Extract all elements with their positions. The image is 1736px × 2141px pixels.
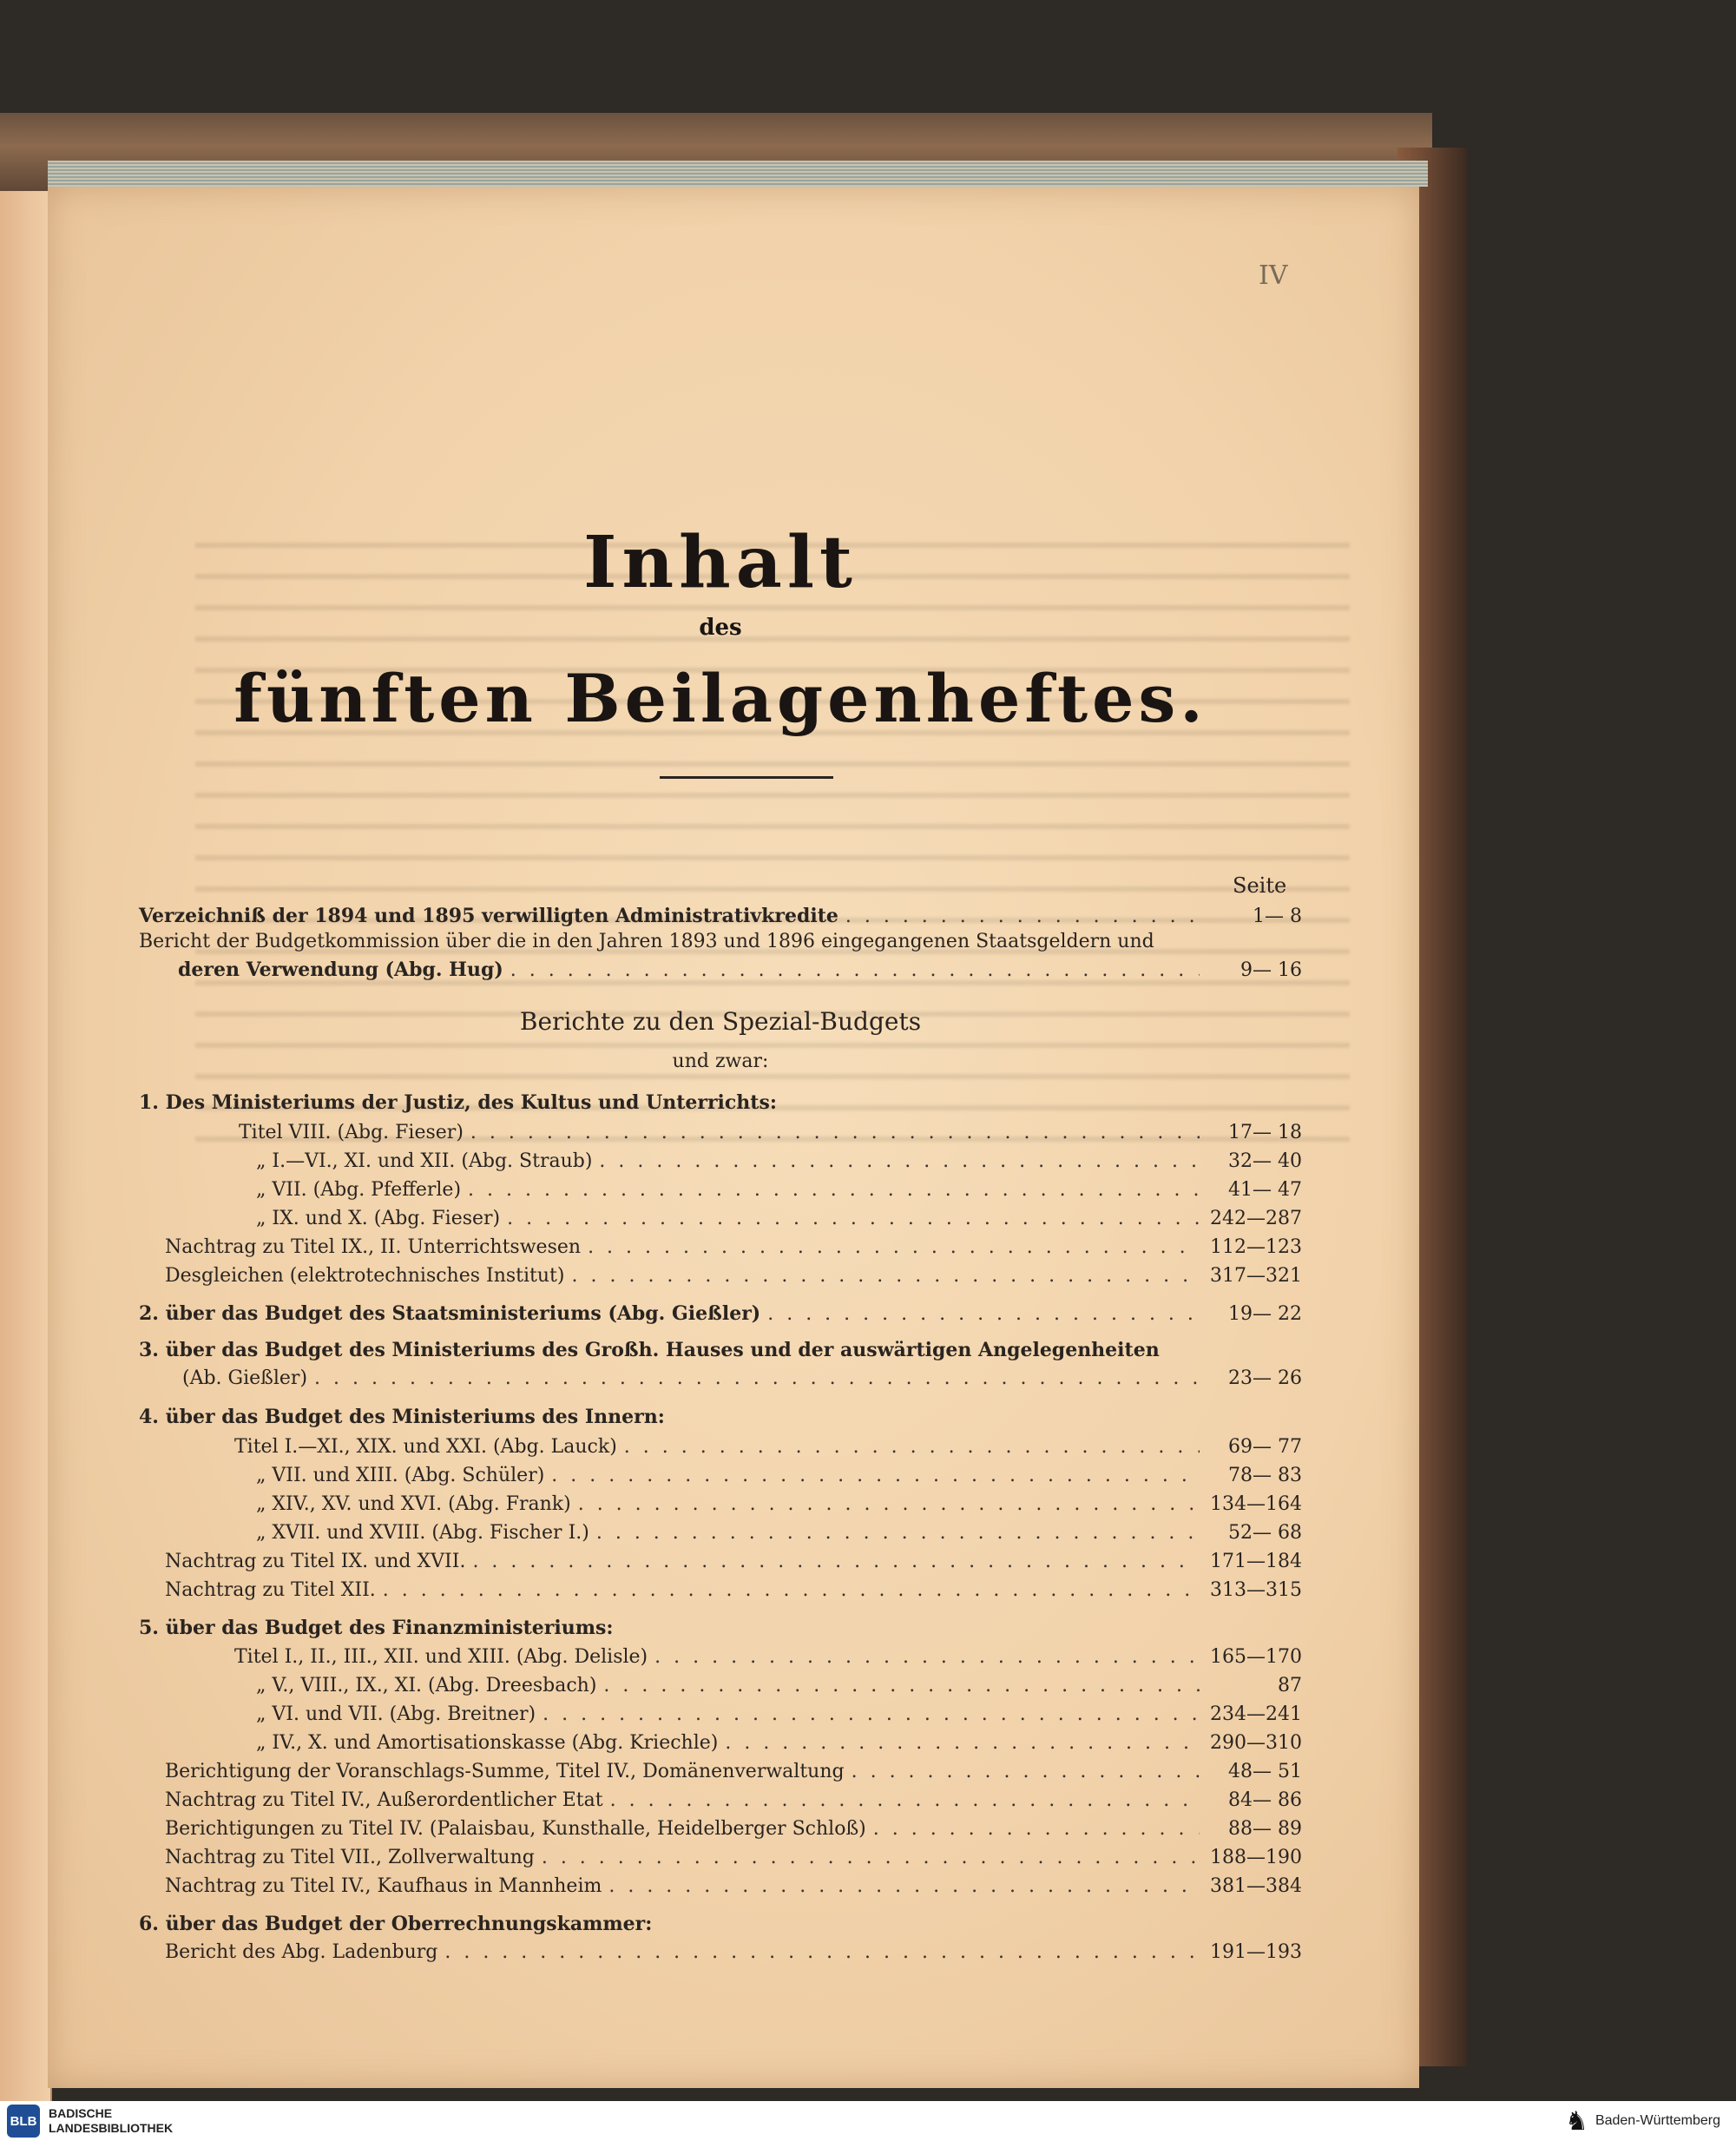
toc-entry-text: (Ab. Gießler) (182, 1367, 308, 1389)
toc-entry-text: Titel VIII. (Abg. Fieser) (239, 1122, 464, 1143)
toc-section-title: 3. über das Budget des Ministeriums des Großh. Hauses und der auswärtigen Angelegenheiten (139, 1339, 1160, 1361)
toc-entry-text: deren Verwendung (Abg. Hug) (178, 959, 503, 981)
toc-entry-pages: 84— 86 (1228, 1789, 1302, 1811)
toc-entry-pages: 171—184 (1210, 1551, 1302, 1572)
dot-leader (873, 1816, 1200, 1842)
toc-entry-pages: 9— 16 (1240, 959, 1302, 981)
toc-entry-pages: 87 (1278, 1675, 1302, 1696)
toc-entry-text: Titel I., II., III., XII. und XIII. (Abg. Delisle) (234, 1646, 648, 1668)
dot-leader (383, 1578, 1200, 1604)
toc-entry-pages: 112—123 (1210, 1236, 1302, 1258)
toc-entry-text: Berichtigungen zu Titel IV. (Palaisbau, Kunsthalle, Heidelberger Schloß) (165, 1818, 866, 1840)
dot-leader (608, 1874, 1200, 1900)
toc-entry-text: Nachtrag zu Titel IV., Kaufhaus in Mannheim (165, 1875, 602, 1897)
dot-leader (603, 1673, 1200, 1699)
dot-leader (468, 1177, 1200, 1203)
toc-section-title: 4. über das Budget des Ministeriums des Innern: (139, 1406, 665, 1428)
blb-branding[interactable] (7, 2105, 173, 2138)
toc-entry-text: Verzeichniß der 1894 und 1895 verwilligten Administrativkredite (139, 905, 838, 927)
toc-entry (234, 1434, 1302, 1460)
toc-entry (256, 1702, 1302, 1728)
toc-entry-text: „ I.—VI., XI. und XII. (Abg. Straub) (256, 1150, 593, 1172)
toc-entry-pages: 188—190 (1210, 1847, 1302, 1868)
dot-leader (314, 1366, 1200, 1392)
toc-entry (256, 1673, 1302, 1699)
toc-entry (165, 1788, 1302, 1814)
toc-entry-text: Desgleichen (elektrotechnisches Institut) (165, 1265, 565, 1287)
toc-entry (165, 1759, 1302, 1785)
toc-entry (165, 1549, 1302, 1575)
toc-entry (139, 929, 1302, 955)
dot-leader (572, 1263, 1200, 1289)
seite-column-label: Seite (1233, 873, 1287, 898)
toc-entry (256, 1492, 1302, 1518)
toc-entry (256, 1206, 1302, 1232)
toc-entry (165, 1845, 1302, 1871)
toc-entry-text: Nachtrag zu Titel IX. und XVII. (165, 1551, 466, 1572)
blb-name (49, 2106, 173, 2136)
toc-entry-pages: 32— 40 (1228, 1150, 1302, 1172)
toc-entry-text: Bericht des Abg. Ladenburg (165, 1941, 438, 1963)
bw-branding[interactable] (1565, 2106, 1720, 2137)
dot-leader (852, 1759, 1200, 1785)
dot-leader (845, 904, 1200, 930)
dot-leader (725, 1730, 1200, 1756)
bw-name: Baden-Württemberg (1595, 2113, 1720, 2128)
dot-leader (542, 1845, 1200, 1871)
page-subtitle: fünften Beilagenheftes. (233, 660, 1207, 737)
dot-leader (578, 1492, 1200, 1518)
toc-entry (256, 1520, 1302, 1546)
page-title: Inhalt (583, 521, 858, 604)
toc-entry (165, 1816, 1302, 1842)
facing-page-edge (0, 191, 52, 2101)
toc-entry-pages: 78— 83 (1228, 1465, 1302, 1486)
dot-leader (588, 1235, 1200, 1261)
page-stack-edge (48, 161, 1428, 187)
toc-entry-text: „ IV., X. und Amortisationskasse (Abg. Kriechle) (256, 1732, 719, 1754)
toc-entry-text: „ VII. (Abg. Pfefferle) (256, 1179, 462, 1201)
section-heading: Berichte zu den Spezial-Budgets (519, 1007, 922, 1036)
blb-name-line1: BADISCHE (49, 2106, 113, 2120)
toc-entry-text: „ XIV., XV. und XVI. (Abg. Frank) (256, 1493, 571, 1515)
section-subheading: und zwar: (672, 1051, 769, 1072)
toc-entry-pages: 23— 26 (1228, 1367, 1302, 1389)
toc-entry-text: Titel I.—XI., XIX. und XXI. (Abg. Lauck) (234, 1436, 617, 1458)
toc-entry-pages: 88— 89 (1228, 1818, 1302, 1840)
page-number: IV (1259, 260, 1288, 291)
toc-section-title: 6. über das Budget der Oberrechnungskammer: (139, 1913, 653, 1935)
toc-entry (165, 1578, 1302, 1604)
toc-entry (256, 1730, 1302, 1756)
toc-entry (139, 903, 1302, 930)
viewer-footer (0, 2101, 1736, 2141)
blb-logo: BLB (7, 2105, 40, 2138)
dot-leader (767, 1301, 1200, 1327)
dot-leader (510, 958, 1200, 984)
toc-entry-text: Nachtrag zu Titel VII., Zollverwaltung (165, 1847, 535, 1868)
toc-entry-pages: 41— 47 (1228, 1179, 1302, 1201)
toc-entry-text: Bericht der Budgetkommission über die in den Jahren 1893 und 1896 eingegangenen Staatsgeldern und (139, 931, 1154, 952)
dot-leader (610, 1788, 1200, 1814)
toc-entry-text: Nachtrag zu Titel IX., II. Unterrichtswesen (165, 1236, 582, 1258)
dot-leader (542, 1702, 1200, 1728)
toc-entry-pages: 290—310 (1210, 1732, 1302, 1754)
toc-entry-pages: 134—164 (1210, 1493, 1302, 1515)
toc-entry-pages: 19— 22 (1228, 1303, 1302, 1325)
dot-leader (624, 1434, 1200, 1460)
blb-name-line2: LANDESBIBLIOTHEK (49, 2121, 174, 2135)
toc-entry-pages: 1— 8 (1253, 906, 1302, 927)
toc-entry-pages: 242—287 (1210, 1208, 1302, 1229)
toc-entry-pages: 17— 18 (1228, 1122, 1302, 1143)
toc-entry-pages: 165—170 (1210, 1646, 1302, 1668)
toc-entry (256, 1177, 1302, 1203)
toc-section-title: 2. über das Budget des Staatsministeriums (Abg. Gießler) (139, 1302, 761, 1325)
toc-entry-pages: 191—193 (1210, 1941, 1302, 1963)
toc-entry-pages: 234—241 (1210, 1703, 1302, 1725)
dot-leader (507, 1206, 1200, 1232)
toc-section-title: 5. über das Budget des Finanzministeriums: (139, 1617, 614, 1639)
dot-leader (472, 1549, 1200, 1575)
toc-entry-pages: 317—321 (1210, 1265, 1302, 1287)
dot-leader (654, 1644, 1200, 1670)
toc-entry (239, 1120, 1302, 1146)
toc-entry-pages: 313—315 (1210, 1579, 1302, 1601)
toc-entry (165, 1874, 1302, 1900)
toc-entry (139, 1301, 1302, 1327)
dot-leader (470, 1120, 1200, 1146)
toc-entry-pages: 69— 77 (1228, 1436, 1302, 1458)
toc-entry (256, 1463, 1302, 1489)
dot-leader (599, 1149, 1200, 1175)
toc-entry-text: „ VI. und VII. (Abg. Breitner) (256, 1703, 536, 1725)
toc-section-title: 1. Des Ministeriums der Justiz, des Kultus und Unterrichts: (139, 1091, 777, 1114)
dot-leader (444, 1940, 1200, 1966)
coat-of-arms-icon: ♞ (1565, 2106, 1588, 2136)
toc-entry (234, 1644, 1302, 1670)
toc-entry (165, 1263, 1302, 1289)
toc-entry (256, 1149, 1302, 1175)
toc-entry (178, 957, 1302, 984)
toc-entry-text: „ VII. und XIII. (Abg. Schüler) (256, 1465, 545, 1486)
toc-entry-text: Berichtigung der Voranschlags-Summe, Titel IV., Domänenverwaltung (165, 1761, 845, 1782)
dot-leader (596, 1520, 1200, 1546)
toc-entry (182, 1366, 1302, 1392)
toc-entry (165, 1940, 1302, 1966)
toc-entry-text: „ IX. und X. (Abg. Fieser) (256, 1208, 501, 1229)
toc-entry-text: Nachtrag zu Titel IV., Außerordentlicher Etat (165, 1789, 603, 1811)
toc-entry-text: „ V., VIII., IX., XI. (Abg. Dreesbach) (256, 1675, 597, 1696)
toc-entry (165, 1235, 1302, 1261)
dot-leader (551, 1463, 1200, 1489)
title-connector: des (699, 615, 742, 641)
toc-entry-pages: 48— 51 (1228, 1761, 1302, 1782)
title-divider (660, 776, 833, 779)
toc-entry-text: Nachtrag zu Titel XII. (165, 1579, 376, 1601)
toc-entry-text: „ XVII. und XVIII. (Abg. Fischer I.) (256, 1522, 589, 1544)
toc-entry-pages: 381—384 (1210, 1875, 1302, 1897)
toc-entry-pages: 52— 68 (1228, 1522, 1302, 1544)
